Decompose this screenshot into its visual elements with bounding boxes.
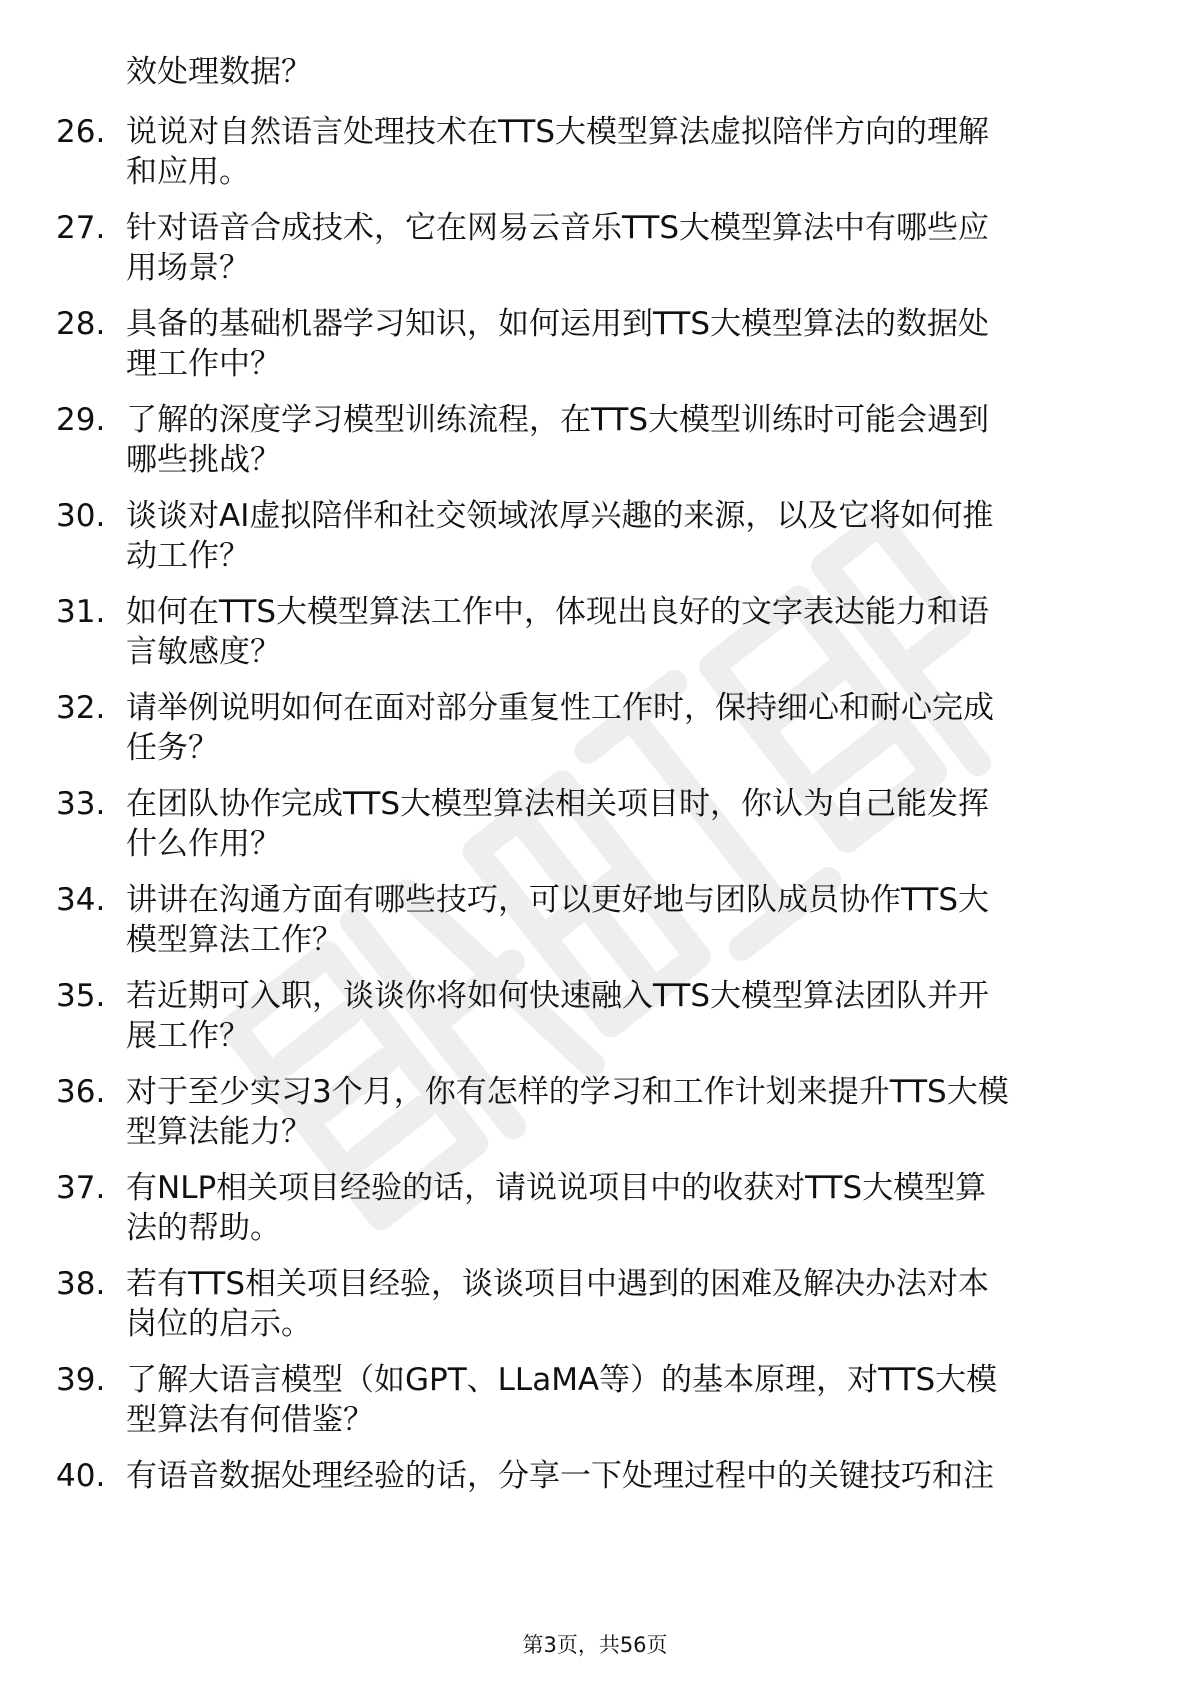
question-text-line: 什么作用？ bbox=[126, 826, 281, 862]
question-text-line: 了解大语言模型（如GPT、LLaMA等）的基本原理，对TTS大模 bbox=[126, 1362, 998, 1398]
continued-question-text: 效处理数据？ bbox=[126, 54, 312, 90]
question-text-line: 型算法能力？ bbox=[126, 1114, 312, 1150]
question-text-line: 说说对自然语言处理技术在TTS大模型算法虚拟陪伴方向的理解 bbox=[126, 114, 990, 150]
question-text-line: 若近期可入职，谈谈你将如何快速融入TTS大模型算法团队并开 bbox=[126, 978, 990, 1014]
question-text-line: 谈谈对AI虚拟陪伴和社交领域浓厚兴趣的来源，以及它将如何推 bbox=[126, 498, 994, 534]
question-number: 29. bbox=[56, 402, 106, 438]
page-footer: 第3页，共56页 bbox=[522, 1633, 668, 1657]
question-text-line: 在团队协作完成TTS大模型算法相关项目时，你认为自己能发挥 bbox=[126, 786, 990, 822]
question-number: 30. bbox=[56, 498, 106, 534]
question-number: 38. bbox=[56, 1266, 106, 1302]
question-number: 36. bbox=[56, 1074, 106, 1110]
question-number: 33. bbox=[56, 786, 106, 822]
question-text-line: 对于至少实习3个月，你有怎样的学习和工作计划来提升TTS大模 bbox=[126, 1074, 1009, 1110]
question-text-line: 岗位的启示。 bbox=[126, 1306, 312, 1342]
question-text-line: 针对语音合成技术，它在网易云音乐TTS大模型算法中有哪些应 bbox=[126, 210, 990, 246]
question-text-line: 请举例说明如何在面对部分重复性工作时，保持细心和耐心完成 bbox=[126, 690, 994, 726]
question-text-line: 如何在TTS大模型算法工作中，体现出良好的文字表达能力和语 bbox=[126, 594, 990, 630]
question-number: 26. bbox=[56, 114, 106, 150]
question-number: 39. bbox=[56, 1362, 106, 1398]
question-text-line: 用场景？ bbox=[126, 250, 250, 286]
question-number: 34. bbox=[56, 882, 106, 918]
question-text-line: 型算法有何借鉴？ bbox=[126, 1402, 374, 1438]
question-text-line: 法的帮助。 bbox=[126, 1210, 281, 1246]
question-text-line: 哪些挑战？ bbox=[126, 442, 281, 478]
question-text-line: 动工作？ bbox=[126, 538, 250, 574]
question-number: 32. bbox=[56, 690, 106, 726]
question-number: 31. bbox=[56, 594, 106, 630]
question-text-line: 有语音数据处理经验的话，分享一下处理过程中的关键技巧和注 bbox=[126, 1458, 994, 1494]
question-number: 27. bbox=[56, 210, 106, 246]
question-text-line: 了解的深度学习模型训练流程，在TTS大模型训练时可能会遇到 bbox=[126, 402, 990, 438]
question-text-line: 言敏感度？ bbox=[126, 634, 281, 670]
question-text-line: 和应用。 bbox=[126, 154, 250, 190]
question-number: 40. bbox=[56, 1458, 106, 1494]
question-text-line: 讲讲在沟通方面有哪些技巧，可以更好地与团队成员协作TTS大 bbox=[126, 882, 990, 918]
question-text-line: 有NLP相关项目经验的话，请说说项目中的收获对TTS大模型算 bbox=[126, 1170, 987, 1206]
question-text-line: 展工作？ bbox=[126, 1018, 250, 1054]
question-text-line: 理工作中？ bbox=[126, 346, 281, 382]
question-text-line: 若有TTS相关项目经验，谈谈项目中遇到的困难及解决办法对本 bbox=[126, 1266, 990, 1302]
question-text-line: 任务？ bbox=[126, 730, 219, 766]
question-number: 35. bbox=[56, 978, 106, 1014]
question-number: 37. bbox=[56, 1170, 106, 1206]
question-text-line: 模型算法工作？ bbox=[126, 922, 343, 958]
question-number: 28. bbox=[56, 306, 106, 342]
question-text-line: 具备的基础机器学习知识，如何运用到TTS大模型算法的数据处 bbox=[126, 306, 990, 342]
